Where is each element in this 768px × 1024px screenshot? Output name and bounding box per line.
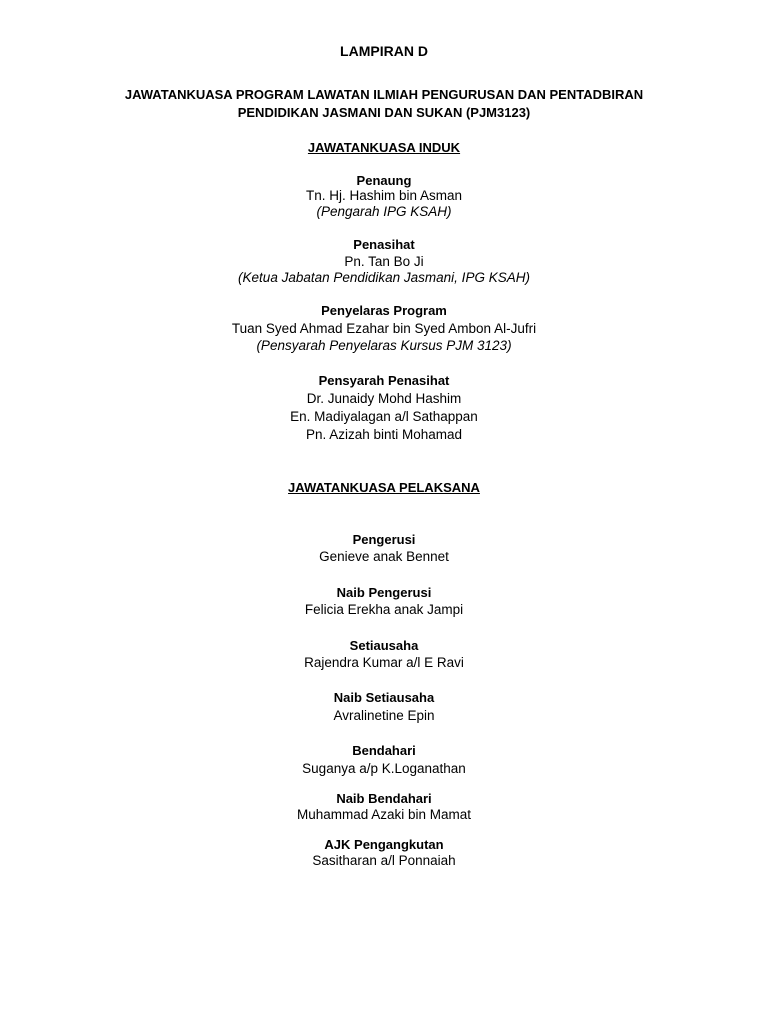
main-title-line-2: PENDIDIKAN JASMANI DAN SUKAN (PJM3123): [237, 105, 531, 120]
role-naib-setiausaha: Naib Setiausaha: [333, 690, 435, 705]
name-naib-pengerusi: Felicia Erekha anak Jampi: [304, 602, 464, 617]
name-naib-setiausaha: Avralinetine Epin: [333, 708, 435, 723]
role-naib-pengerusi: Naib Pengerusi: [336, 585, 432, 600]
position-penyelaras: (Pensyarah Penyelaras Kursus PJM 3123): [256, 338, 512, 353]
role-naib-bendahari: Naib Bendahari: [336, 791, 432, 806]
main-title-line-1: JAWATANKUASA PROGRAM LAWATAN ILMIAH PENGURUSAN DAN PENTADBIRAN: [124, 87, 644, 102]
name-pengerusi: Genieve anak Bennet: [319, 549, 449, 564]
name-ajk-pengangkutan: Sasitharan a/l Ponnaiah: [312, 853, 456, 868]
position-penasihat: (Ketua Jabatan Pendidikan Jasmani, IPG KSAH): [238, 270, 530, 285]
name-penaung: Tn. Hj. Hashim bin Asman: [305, 188, 463, 203]
role-ajk-pengangkutan: AJK Pengangkutan: [324, 837, 444, 852]
role-bendahari: Bendahari: [352, 743, 416, 758]
role-setiausaha: Setiausaha: [349, 638, 419, 653]
name-pensyarah-penasihat-3: Pn. Azizah binti Mohamad: [305, 427, 463, 442]
name-pensyarah-penasihat-2: En. Madiyalagan a/l Sathappan: [290, 409, 478, 424]
section-heading-pelaksana: JAWATANKUASA PELAKSANA: [288, 480, 480, 495]
section-heading-induk: JAWATANKUASA INDUK: [307, 140, 461, 155]
name-setiausaha: Rajendra Kumar a/l E Ravi: [304, 655, 464, 670]
name-pensyarah-penasihat-1: Dr. Junaidy Mohd Hashim: [306, 391, 462, 406]
name-penyelaras: Tuan Syed Ahmad Ezahar bin Syed Ambon Al-Jufri: [231, 321, 537, 336]
role-pengerusi: Pengerusi: [352, 532, 416, 547]
name-naib-bendahari: Muhammad Azaki bin Mamat: [296, 807, 472, 822]
name-penasihat: Pn. Tan Bo Ji: [344, 254, 424, 269]
role-penaung: Penaung: [356, 173, 412, 188]
role-pensyarah-penasihat: Pensyarah Penasihat: [318, 373, 450, 388]
role-penyelaras: Penyelaras Program: [321, 303, 447, 318]
position-penaung: (Pengarah IPG KSAH): [316, 204, 452, 219]
role-penasihat: Penasihat: [353, 237, 415, 252]
name-bendahari: Suganya a/p K.Loganathan: [302, 761, 466, 776]
document-title: LAMPIRAN D: [340, 43, 428, 59]
